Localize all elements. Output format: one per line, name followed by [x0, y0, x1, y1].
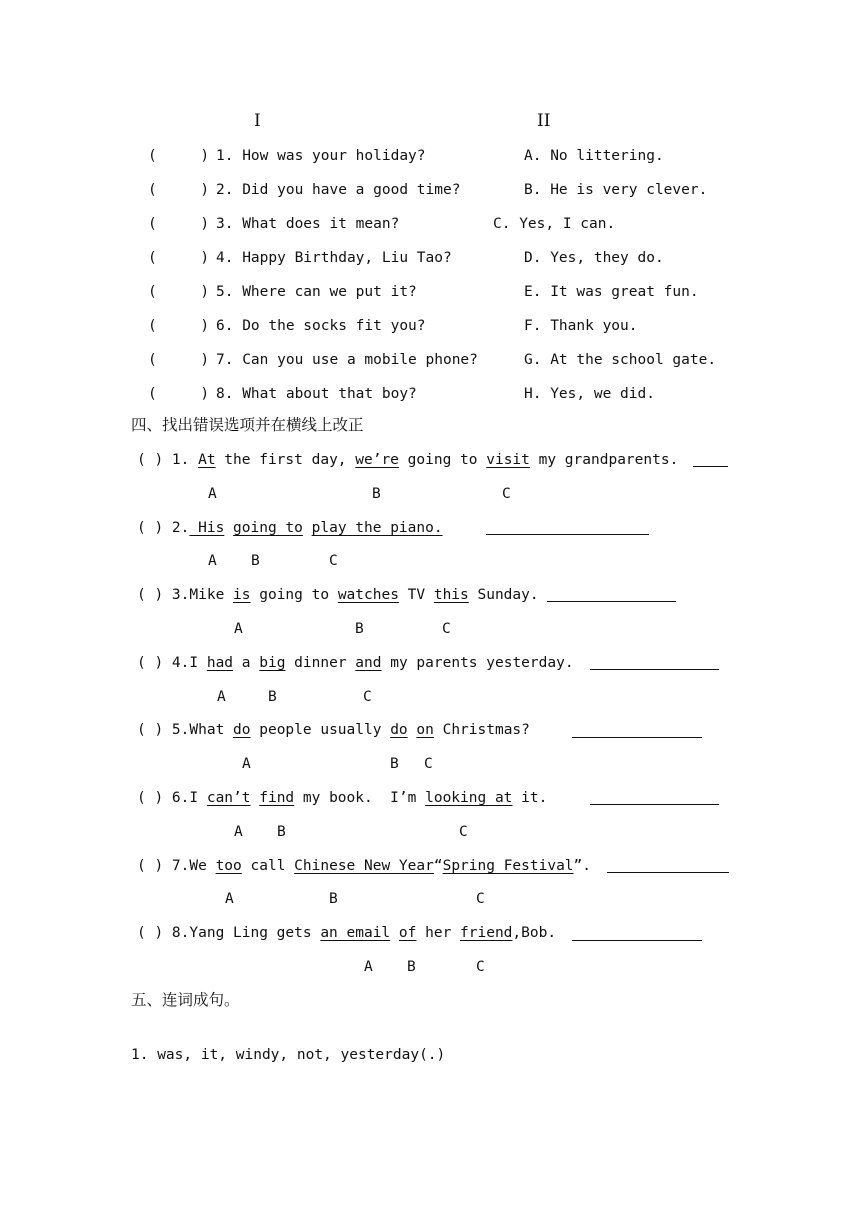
option-letter: B [372, 486, 381, 502]
answer-line[interactable] [607, 872, 729, 873]
option-letter: B [390, 756, 399, 772]
answer-line[interactable] [486, 534, 649, 535]
option-letter: A [234, 824, 243, 840]
option-letter: C [476, 891, 485, 907]
option-letter: A [242, 756, 251, 772]
match-question: 8. What about that boy? [216, 386, 417, 402]
answer-paren[interactable]: ( ) [148, 352, 210, 368]
option-letter: C [424, 756, 433, 772]
match-answer: G. At the school gate. [524, 352, 717, 368]
option-letter: B [277, 824, 286, 840]
option-letter: C [459, 824, 468, 840]
option-letter: C [476, 959, 485, 975]
section-5-title: 五、连词成句。 [131, 991, 240, 1009]
answer-paren[interactable]: ( ) [148, 216, 210, 232]
answer-paren[interactable]: ( ) [148, 250, 210, 266]
match-answer: A. No littering. [524, 148, 664, 164]
answer-paren[interactable]: ( ) [148, 386, 210, 402]
section-4-title: 四、找出错误选项并在横线上改正 [131, 416, 364, 434]
match-answer: C. Yes, I can. [493, 216, 616, 232]
error-sentence-4: ( ) 4.I had a big dinner and my parents yesterday. [137, 655, 574, 671]
error-sentence-6: ( ) 6.I can’t find my book. I’m looking at it. [137, 790, 548, 806]
option-letter: B [329, 891, 338, 907]
answer-paren[interactable]: ( ) [148, 318, 210, 334]
match-question: 7. Can you use a mobile phone? [216, 352, 478, 368]
answer-paren[interactable]: ( ) [148, 148, 210, 164]
column-header-i: I [254, 111, 261, 131]
option-letter: A [208, 486, 217, 502]
option-letter: A [208, 553, 217, 569]
option-letter: B [355, 621, 364, 637]
option-letter: C [502, 486, 511, 502]
answer-line[interactable] [572, 940, 702, 941]
option-letter: A [364, 959, 373, 975]
answer-line[interactable] [693, 466, 728, 467]
option-letter: B [407, 959, 416, 975]
option-letter: B [268, 689, 277, 705]
answer-line[interactable] [572, 737, 702, 738]
match-answer: D. Yes, they do. [524, 250, 664, 266]
option-letter: B [251, 553, 260, 569]
error-sentence-8: ( ) 8.Yang Ling gets an email of her friend,Bob. [137, 925, 557, 941]
match-question: 1. How was your holiday? [216, 148, 426, 164]
option-letter: A [234, 621, 243, 637]
option-letter: A [217, 689, 226, 705]
answer-line[interactable] [590, 669, 719, 670]
match-answer: B. He is very clever. [524, 182, 708, 198]
error-sentence-1: ( ) 1. At the first day, we’re going to visit my grandparents. [137, 452, 679, 468]
sentence-item: 1. was, it, windy, not, yesterday(.) [131, 1047, 446, 1063]
option-letter: C [442, 621, 451, 637]
answer-line[interactable] [547, 601, 676, 602]
error-sentence-5: ( ) 5.What do people usually do on Christmas? [137, 722, 530, 738]
error-sentence-2: ( ) 2. His going to play the piano. [137, 520, 443, 536]
option-letter: A [225, 891, 234, 907]
error-sentence-3: ( ) 3.Mike is going to watches TV this Sunday. [137, 587, 539, 603]
match-answer: E. It was great fun. [524, 284, 699, 300]
option-letter: C [363, 689, 372, 705]
answer-paren[interactable]: ( ) [148, 284, 210, 300]
match-question: 6. Do the socks fit you? [216, 318, 426, 334]
match-question: 4. Happy Birthday, Liu Tao? [216, 250, 452, 266]
option-letter: C [329, 553, 338, 569]
error-sentence-7: ( ) 7.We too call Chinese New Year“Spring Festival”. [137, 858, 592, 874]
match-question: 2. Did you have a good time? [216, 182, 461, 198]
match-answer: H. Yes, we did. [524, 386, 655, 402]
answer-paren[interactable]: ( ) [148, 182, 210, 198]
answer-line[interactable] [590, 804, 719, 805]
match-question: 5. Where can we put it? [216, 284, 417, 300]
match-answer: F. Thank you. [524, 318, 638, 334]
match-question: 3. What does it mean? [216, 216, 400, 232]
column-header-ii: II [537, 111, 551, 131]
